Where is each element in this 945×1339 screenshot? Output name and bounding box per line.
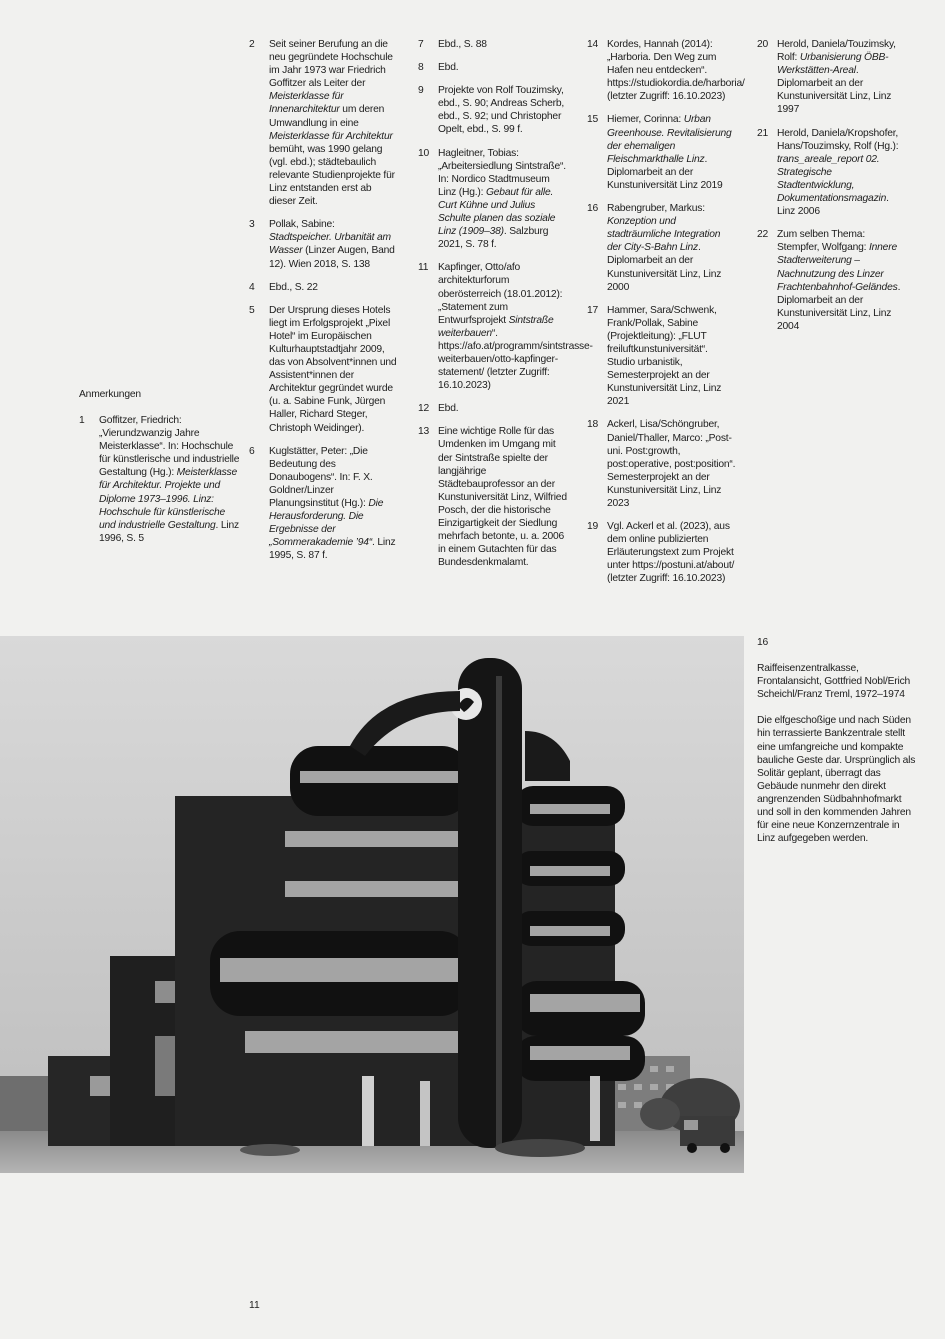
footnote bbox=[249, 218, 399, 270]
footnote-number: 8 bbox=[418, 62, 424, 74]
footnote bbox=[757, 228, 907, 333]
footnote-number: 13 bbox=[418, 426, 430, 438]
footnote-number: 1 bbox=[79, 415, 85, 426]
footnote bbox=[418, 38, 568, 51]
footnote-text: Herold, Daniela/Kropshofer, Hans/Touzimsky, Rolf (Hg.): trans_areale_report 02. Strategische Stadtentwicklung, Dokumentationsmagazin. Linz 2006 bbox=[777, 127, 899, 218]
footnote-text: Goffitzer, Friedrich: „Vierundzwanzig Jahre Meisterklasse“. In: Hochschule für künstlerische und industrielle Gestaltung (Hg.): Meisterklasse für Architektur. Projekte und Diplome 1973–1996. Linz: Hochschule für künstlerische und industrielle Gestaltung. Linz 1996, S. 5 bbox=[99, 415, 240, 544]
footnote-number: 11 bbox=[418, 262, 429, 274]
footnote-text: Hiemer, Corinna: Urban Greenhouse. Revitalisierung der ehemaligen Fleischmarkthalle Linz. Diplomarbeit an der Kunstuniversität Linz 2019 bbox=[607, 114, 732, 191]
footnote-number: 21 bbox=[757, 127, 769, 139]
footnote-number: 7 bbox=[418, 39, 424, 50]
footnote-text: Ebd. bbox=[438, 62, 459, 74]
footnote-text: Projekte von Rolf Touzimsky, ebd., S. 90; Andreas Scherb, ebd., S. 92; und Christopher Opelt, ebd., S. 99 f. bbox=[438, 85, 565, 136]
footnote-text: Kapfinger, Otto/afo architekturforum oberösterreich (18.01.2012): „Statement zum Entwurfsprojekt Sintstraße weiterbauen“. https://afo.at/programm/sintstrasse-weiterbauen/otto-kapfinger-statement/ (letzter Zugriff: 16.10.2023) bbox=[438, 262, 593, 392]
footnote bbox=[418, 84, 568, 136]
footnote-text: Der Ursprung dieses Hotels liegt im Erfolgsprojekt „Pixel Hotel“ im Europäischen Kulturhauptstadtjahr 2009, das von Absolvent*innen und Assistent*innen der Architektur gegründet wurde (u. a. Sabine Funk, Jürgen Haller, Richard Steger, Christoph Weidinger). bbox=[269, 304, 397, 434]
footnote bbox=[79, 414, 244, 545]
footnote-column-4 bbox=[587, 38, 745, 596]
footnote-number: 12 bbox=[418, 403, 430, 415]
footnote-text: Herold, Daniela/Touzimsky, Rolf: Urbanisierung ÖBB-Werkstätten-Areal. Diplomarbeit an der Kunstuniversität Linz, Linz 1997 bbox=[777, 39, 896, 116]
footnote bbox=[249, 38, 399, 208]
footnote-number: 17 bbox=[587, 304, 599, 316]
footnote-column-2 bbox=[249, 38, 399, 572]
footnote bbox=[757, 38, 907, 117]
footnote bbox=[249, 281, 399, 294]
footnote-text: Kordes, Hannah (2014): „Harboria. Den Weg zum Hafen neu entdecken“. https://studiokordia.de/harboria/ (letzter Zugriff: 16.10.2023) bbox=[607, 39, 745, 103]
footnote bbox=[757, 127, 907, 219]
footnote-number: 2 bbox=[249, 39, 255, 50]
footnote bbox=[587, 38, 745, 103]
footnote-number: 10 bbox=[418, 147, 430, 159]
notes-heading: Anmerkungen bbox=[79, 389, 141, 400]
footnote-number: 15 bbox=[587, 114, 599, 126]
footnote-number: 14 bbox=[587, 39, 599, 50]
footnote-column-1 bbox=[79, 414, 244, 555]
footnote bbox=[587, 304, 737, 409]
footnote-text: Hagleitner, Tobias: „Arbeitersiedlung Sintstraße“. In: Nordico Stadtmuseum Linz (Hg.): Gebaut für alle. Curt Kühne und Julius Schulte planen das soziale Linz (1909–38). Salzburg 2021, S. 78 f. bbox=[438, 147, 566, 251]
footnote-number: 18 bbox=[587, 419, 599, 431]
footnote-text: Ebd., S. 88 bbox=[438, 39, 487, 50]
footnote bbox=[587, 418, 737, 510]
footnote-text: Kuglstätter, Peter: „Die Bedeutung des Donaubogens“. In: F. X. Goldner/Linzer Planungsinstitut (Hg.): Die Herausforderung. Die Ergebnisse der „Sommerakademie ’94“. Linz 1995, S. 87 f. bbox=[269, 445, 396, 562]
footnote-text: Hammer, Sara/Schwenk, Frank/Pollak, Sabine (Projektleitung): „FLUT freiluftkunstuniversität“. Studio urbanistik, Semesterprojekt an der Kunstuniversität Linz, Linz 2021 bbox=[607, 304, 722, 408]
footnote-text: Rabengruber, Markus: Konzeption und stadträumliche Integration der City-S-Bahn Linz. Diplomarbeit an der Kunstuniversität Linz, Linz 2000 bbox=[607, 203, 722, 293]
footnote bbox=[418, 61, 568, 74]
footnote-number: 5 bbox=[249, 304, 255, 316]
footnote bbox=[249, 304, 399, 435]
figure-title: Raiffeisenzentralkasse, Frontalansicht, Gottfried Nobl/Erich Scheichl/Franz Treml, 1972–1974 bbox=[757, 663, 911, 701]
footnote-number: 19 bbox=[587, 521, 599, 533]
footnote-text: Eine wichtige Rolle für das Umdenken im Umgang mit der Sintstraße spielte der langjährige Städtebauprofessor an der Kunstuniversität Linz, Wilfried Posch, der die historische Einzigartigkeit der Siedlung mehrfach betonte, u. a. 2006 in einem Gutachten für das Bundesdenkmalamt. bbox=[438, 426, 567, 569]
footnote-number: 3 bbox=[249, 219, 255, 231]
footnote bbox=[587, 520, 737, 585]
page-number: 11 bbox=[249, 1300, 260, 1311]
footnote-number: 9 bbox=[418, 85, 424, 97]
footnote bbox=[587, 113, 737, 192]
footnote-text: Ebd., S. 22 bbox=[269, 281, 318, 293]
footnote-number: 16 bbox=[587, 203, 599, 215]
footnote-text: Zum selben Thema: Stempfer, Wolfgang: Innere Stadterweiterung – Nachnutzung des Linzer Frachtenbahnhof-Geländes. Diplomarbeit an der Kunstuniversität Linz, Linz 2004 bbox=[777, 229, 901, 332]
footnote bbox=[249, 445, 399, 563]
building-photo bbox=[0, 636, 744, 1173]
footnote-text: Ackerl, Lisa/Schöngruber, Daniel/Thaller, Marco: „Post-uni. Post:growth, post:operative, post:position“. Semesterprojekt an der Kunstuniversität Linz, Linz 2023 bbox=[607, 419, 736, 509]
footnote-number: 20 bbox=[757, 39, 769, 50]
footnote bbox=[418, 425, 568, 569]
footnote-number: 22 bbox=[757, 229, 769, 241]
footnote-text: Pollak, Sabine: Stadtspeicher. Urbanität am Wasser (Linzer Augen, Band 12). Wien 2018, S. 138 bbox=[269, 219, 395, 270]
footnote-number: 6 bbox=[249, 445, 255, 457]
footnote-text: Ebd. bbox=[438, 403, 459, 415]
footnote-text: Seit seiner Berufung an die neu gegründete Hochschule im Jahr 1973 war Friedrich Goffitzer als Leiter der Meisterklasse für Innenarchitektur um deren Umwandlung in eine Meisterklasse für Architektur bemüht, was 1990 gelang (vgl. ebd.); städtebaulich relevante Studienprojekte für Linz entstanden erst ab dieser Zeit. bbox=[269, 39, 395, 208]
figure-caption bbox=[757, 636, 917, 845]
footnote-number: 4 bbox=[249, 281, 255, 293]
figure-number: 16 bbox=[757, 637, 769, 648]
footnote-text: Vgl. Ackerl et al. (2023), aus dem online publizierten Erläuterungstext zum Projekt unter https://postuni.at/about/ (letzter Zugriff: 16.10.2023) bbox=[607, 521, 735, 585]
footnote bbox=[587, 202, 737, 294]
figure-description: Die elfgeschoßige und nach Süden hin terrassierte Bankzentrale stellt eine umfangreiche und kompakte bauliche Geste dar. Ursprünglich als Solitär geplant, überragt das Gebäude nunmehr den direkt angrenzenden Südbahnhofmarkt und soll in den kommenden Jahren für eine neue Konzernzentrale in Linz aufgegeben werden. bbox=[757, 715, 916, 845]
footnote bbox=[418, 147, 568, 252]
footnote-column-5 bbox=[757, 38, 907, 343]
footnote bbox=[418, 402, 568, 415]
